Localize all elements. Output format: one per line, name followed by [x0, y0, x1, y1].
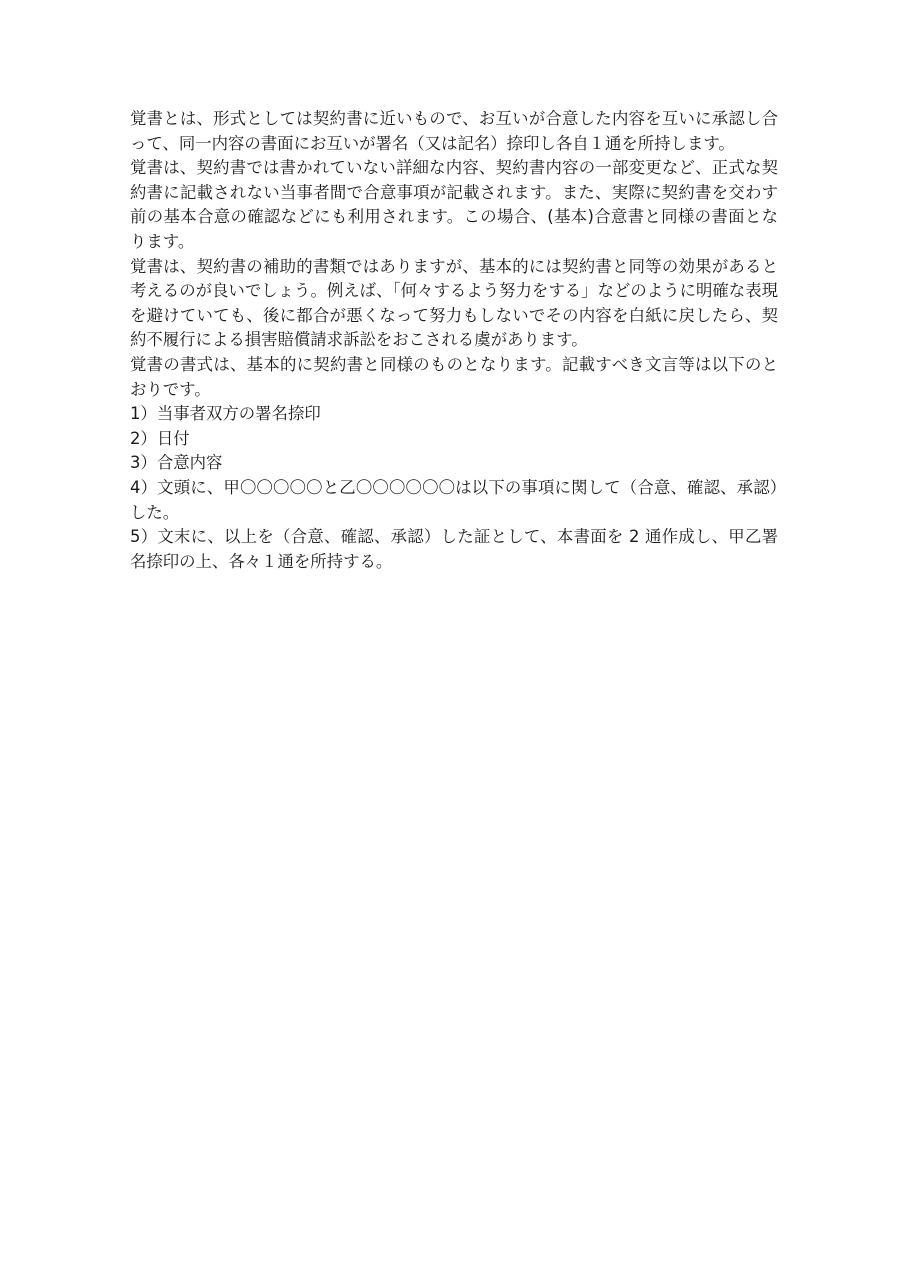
list-item-signature: 1）当事者双方の署名捺印 — [130, 404, 321, 424]
paragraph-effect: 覚書は、契約書の補助的書類ではありますが、基本的には契約書と同等の効果があると考えるのが良いでしょう。例えば、「何々するよう努力をする」などのように明確な表現を避けていても、後に都合が悪くなって努力もしないでその内容を白紙に戻したら、契約不履行による損害賠償請求訴訟をおこされる虞があります。 — [130, 256, 778, 350]
paragraph-details: 覚書は、契約書では書かれていない詳細な内容、契約書内容の一部変更など、正式な契約書に記載されない当事者間で合意事項が記載されます。また、実際に契約書を交わす前の基本合意の確認などにも利用されます。この場合、(基本)合意書と同様の書面となります。 — [130, 158, 778, 251]
document-body — [130, 107, 778, 574]
list-item-content: 3）合意内容 — [130, 453, 223, 473]
paragraph-format: 覚書の書式は、基本的に契約書と同様のものとなります。記載すべき文言等は以下のとおりです。 — [130, 354, 778, 399]
list-item-date: 2）日付 — [130, 428, 190, 448]
list-item-closing: 5）文末に、以上を（合意、確認、承認）した証として、本書面を 2 通作成し、甲乙署名捺印の上、各々１通を所持する。 — [130, 527, 778, 571]
list-item-opening: 4）文頭に、甲〇〇〇〇〇と乙〇〇〇〇〇〇は以下の事項に関して（合意、確認、承認）した。 — [130, 477, 778, 522]
paragraph-definition: 覚書とは、形式としては契約書に近いもので、お互いが合意した内容を互いに承認し合って、同一内容の書面にお互いが署名（又は記名）捺印し各自１通を所持します。 — [130, 109, 778, 153]
